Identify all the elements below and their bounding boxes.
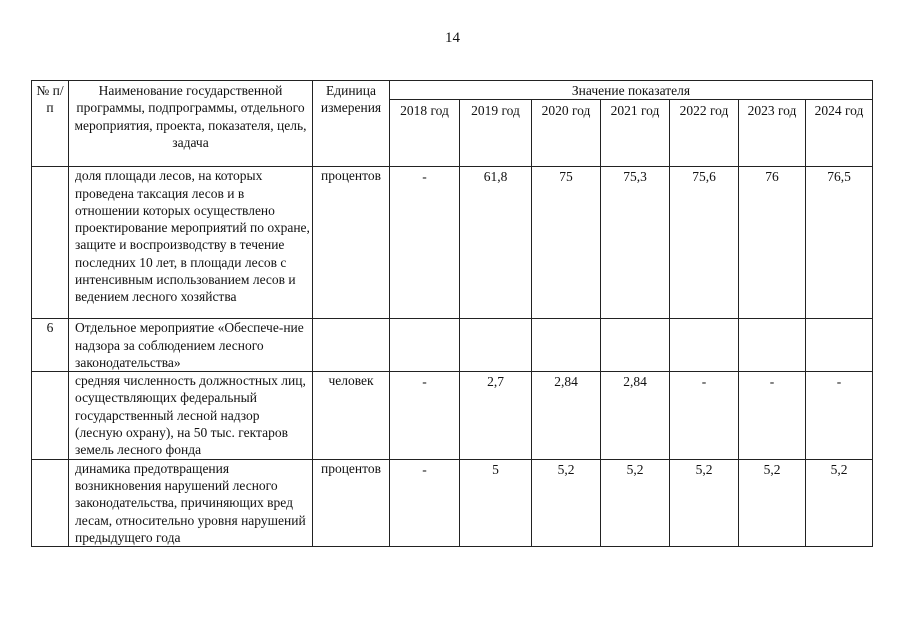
row-unit xyxy=(313,319,390,372)
header-year: 2023 год xyxy=(739,100,806,167)
row-value: - xyxy=(739,372,806,459)
row-value: - xyxy=(390,459,460,546)
row-value xyxy=(739,319,806,372)
row-value: 75 xyxy=(532,167,601,319)
row-name: Отдельное мероприятие «Обеспече-ние надзора за соблюдением лесного законодательства» xyxy=(69,319,313,372)
row-num xyxy=(32,167,69,319)
row-value: 2,84 xyxy=(601,372,670,459)
indicator-table xyxy=(31,80,873,547)
row-value: 5,2 xyxy=(806,459,873,546)
row-value: - xyxy=(670,372,739,459)
header-year: 2022 год xyxy=(670,100,739,167)
row-name: динамика предотвращения возникновения нарушений лесного законодательства, причиняющих вред лесам, относительно уровня нарушений предыдущего года xyxy=(69,459,313,546)
row-value xyxy=(601,319,670,372)
table-header-row xyxy=(32,81,873,100)
header-year: 2020 год xyxy=(532,100,601,167)
table-row xyxy=(32,372,873,459)
row-value: 5,2 xyxy=(601,459,670,546)
row-num xyxy=(32,459,69,546)
header-year: 2018 год xyxy=(390,100,460,167)
row-value: - xyxy=(806,372,873,459)
row-value: 75,6 xyxy=(670,167,739,319)
row-value xyxy=(390,319,460,372)
row-num xyxy=(32,372,69,459)
row-value: - xyxy=(390,167,460,319)
row-unit: процентов xyxy=(313,459,390,546)
row-value: 5 xyxy=(460,459,532,546)
header-year: 2019 год xyxy=(460,100,532,167)
row-value: 5,2 xyxy=(532,459,601,546)
header-year: 2024 год xyxy=(806,100,873,167)
row-value: - xyxy=(390,372,460,459)
row-value xyxy=(532,319,601,372)
header-value-group: Значение показателя xyxy=(390,81,873,100)
header-unit: Единица измерения xyxy=(313,81,390,167)
row-value: 2,84 xyxy=(532,372,601,459)
header-name: Наименование государственной программы, подпрограммы, отдельного мероприятия, проекта, показателя, цель, задача xyxy=(69,81,313,167)
row-value xyxy=(460,319,532,372)
row-unit: человек xyxy=(313,372,390,459)
row-value: 76 xyxy=(739,167,806,319)
header-num: № п/п xyxy=(32,81,69,167)
table-row xyxy=(32,167,873,319)
row-value: 76,5 xyxy=(806,167,873,319)
row-value xyxy=(670,319,739,372)
row-value: 5,2 xyxy=(670,459,739,546)
table-row xyxy=(32,459,873,546)
row-value: 75,3 xyxy=(601,167,670,319)
page-number: 14 xyxy=(445,30,460,46)
row-value: 61,8 xyxy=(460,167,532,319)
row-num: 6 xyxy=(32,319,69,372)
table-row xyxy=(32,319,873,372)
row-name: средняя численность должностных лиц, осуществляющих федеральный государственный лесной надзор (лесную охрану), на 50 тыс. гектаров земель лесного фонда xyxy=(69,372,313,459)
row-name: доля площади лесов, на которых проведена таксация лесов и в отношении которых осуществлено проектирование мероприятий по охране, защите и воспроизводству в течение последних 10 лет, в площади лесов с интенсивным использованием лесов и ведением лесного хозяйства xyxy=(69,167,313,319)
header-year: 2021 год xyxy=(601,100,670,167)
row-unit: процентов xyxy=(313,167,390,319)
row-value: 5,2 xyxy=(739,459,806,546)
row-value xyxy=(806,319,873,372)
row-value: 2,7 xyxy=(460,372,532,459)
